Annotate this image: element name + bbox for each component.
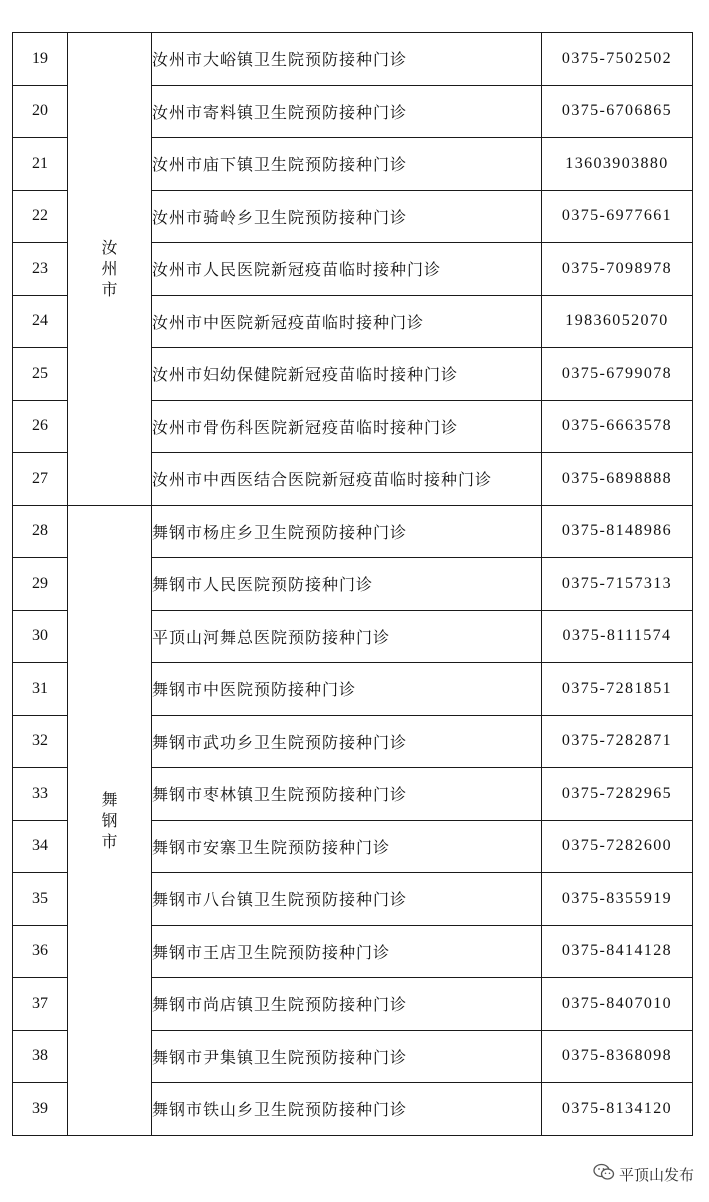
phone-number: 0375-8414128 bbox=[542, 925, 693, 978]
phone-number: 0375-8368098 bbox=[542, 1030, 693, 1083]
row-number: 26 bbox=[13, 400, 68, 453]
phone-number: 19836052070 bbox=[542, 295, 693, 348]
clinic-name: 舞钢市杨庄乡卫生院预防接种门诊 bbox=[152, 505, 542, 558]
row-number: 30 bbox=[13, 610, 68, 663]
phone-number: 0375-7502502 bbox=[542, 33, 693, 86]
wechat-icon bbox=[593, 1163, 615, 1185]
clinic-name: 汝州市寄料镇卫生院预防接种门诊 bbox=[152, 85, 542, 138]
phone-number: 0375-7282600 bbox=[542, 820, 693, 873]
clinic-name: 汝州市庙下镇卫生院预防接种门诊 bbox=[152, 138, 542, 191]
row-number: 34 bbox=[13, 820, 68, 873]
clinic-name: 汝州市骨伤科医院新冠疫苗临时接种门诊 bbox=[152, 400, 542, 453]
phone-number: 0375-6663578 bbox=[542, 400, 693, 453]
clinic-name: 舞钢市人民医院预防接种门诊 bbox=[152, 558, 542, 611]
watermark-text: 平顶山发布 bbox=[618, 1165, 694, 1184]
table-row bbox=[13, 505, 693, 558]
city-cell: 汝 州 市 bbox=[68, 33, 152, 506]
row-number: 38 bbox=[13, 1030, 68, 1083]
clinic-table-body bbox=[13, 33, 693, 1136]
phone-number: 0375-6706865 bbox=[542, 85, 693, 138]
row-number: 22 bbox=[13, 190, 68, 243]
row-number: 23 bbox=[13, 243, 68, 296]
clinic-name: 汝州市骑岭乡卫生院预防接种门诊 bbox=[152, 190, 542, 243]
row-number: 39 bbox=[13, 1083, 68, 1136]
row-number: 36 bbox=[13, 925, 68, 978]
watermark bbox=[590, 1162, 697, 1186]
phone-number: 0375-6799078 bbox=[542, 348, 693, 401]
clinic-name: 舞钢市尚店镇卫生院预防接种门诊 bbox=[152, 978, 542, 1031]
clinic-name: 汝州市中西医结合医院新冠疫苗临时接种门诊 bbox=[152, 453, 542, 506]
phone-number: 13603903880 bbox=[542, 138, 693, 191]
clinic-name: 汝州市妇幼保健院新冠疫苗临时接种门诊 bbox=[152, 348, 542, 401]
row-number: 19 bbox=[13, 33, 68, 86]
phone-number: 0375-8355919 bbox=[542, 873, 693, 926]
clinic-table bbox=[12, 32, 693, 1136]
row-number: 25 bbox=[13, 348, 68, 401]
phone-number: 0375-7282871 bbox=[542, 715, 693, 768]
phone-number: 0375-7157313 bbox=[542, 558, 693, 611]
clinic-name: 舞钢市王店卫生院预防接种门诊 bbox=[152, 925, 542, 978]
clinic-name: 舞钢市枣林镇卫生院预防接种门诊 bbox=[152, 768, 542, 821]
clinic-name: 舞钢市中医院预防接种门诊 bbox=[152, 663, 542, 716]
clinic-name: 舞钢市八台镇卫生院预防接种门诊 bbox=[152, 873, 542, 926]
phone-number: 0375-8148986 bbox=[542, 505, 693, 558]
phone-number: 0375-8407010 bbox=[542, 978, 693, 1031]
row-number: 31 bbox=[13, 663, 68, 716]
phone-number: 0375-7098978 bbox=[542, 243, 693, 296]
row-number: 29 bbox=[13, 558, 68, 611]
clinic-name: 舞钢市尹集镇卫生院预防接种门诊 bbox=[152, 1030, 542, 1083]
clinic-name: 汝州市中医院新冠疫苗临时接种门诊 bbox=[152, 295, 542, 348]
row-number: 37 bbox=[13, 978, 68, 1031]
row-number: 35 bbox=[13, 873, 68, 926]
row-number: 20 bbox=[13, 85, 68, 138]
clinic-name: 平顶山河舞总医院预防接种门诊 bbox=[152, 610, 542, 663]
row-number: 27 bbox=[13, 453, 68, 506]
phone-number: 0375-8111574 bbox=[542, 610, 693, 663]
clinic-name: 汝州市大峪镇卫生院预防接种门诊 bbox=[152, 33, 542, 86]
clinic-name: 舞钢市安寨卫生院预防接种门诊 bbox=[152, 820, 542, 873]
row-number: 33 bbox=[13, 768, 68, 821]
city-cell: 舞 钢 市 bbox=[68, 505, 152, 1135]
table-row bbox=[13, 33, 693, 86]
phone-number: 0375-8134120 bbox=[542, 1083, 693, 1136]
row-number: 21 bbox=[13, 138, 68, 191]
row-number: 32 bbox=[13, 715, 68, 768]
row-number: 28 bbox=[13, 505, 68, 558]
phone-number: 0375-6977661 bbox=[542, 190, 693, 243]
clinic-name: 舞钢市武功乡卫生院预防接种门诊 bbox=[152, 715, 542, 768]
phone-number: 0375-7281851 bbox=[542, 663, 693, 716]
row-number: 24 bbox=[13, 295, 68, 348]
phone-number: 0375-7282965 bbox=[542, 768, 693, 821]
phone-number: 0375-6898888 bbox=[542, 453, 693, 506]
clinic-name: 舞钢市铁山乡卫生院预防接种门诊 bbox=[152, 1083, 542, 1136]
clinic-name: 汝州市人民医院新冠疫苗临时接种门诊 bbox=[152, 243, 542, 296]
